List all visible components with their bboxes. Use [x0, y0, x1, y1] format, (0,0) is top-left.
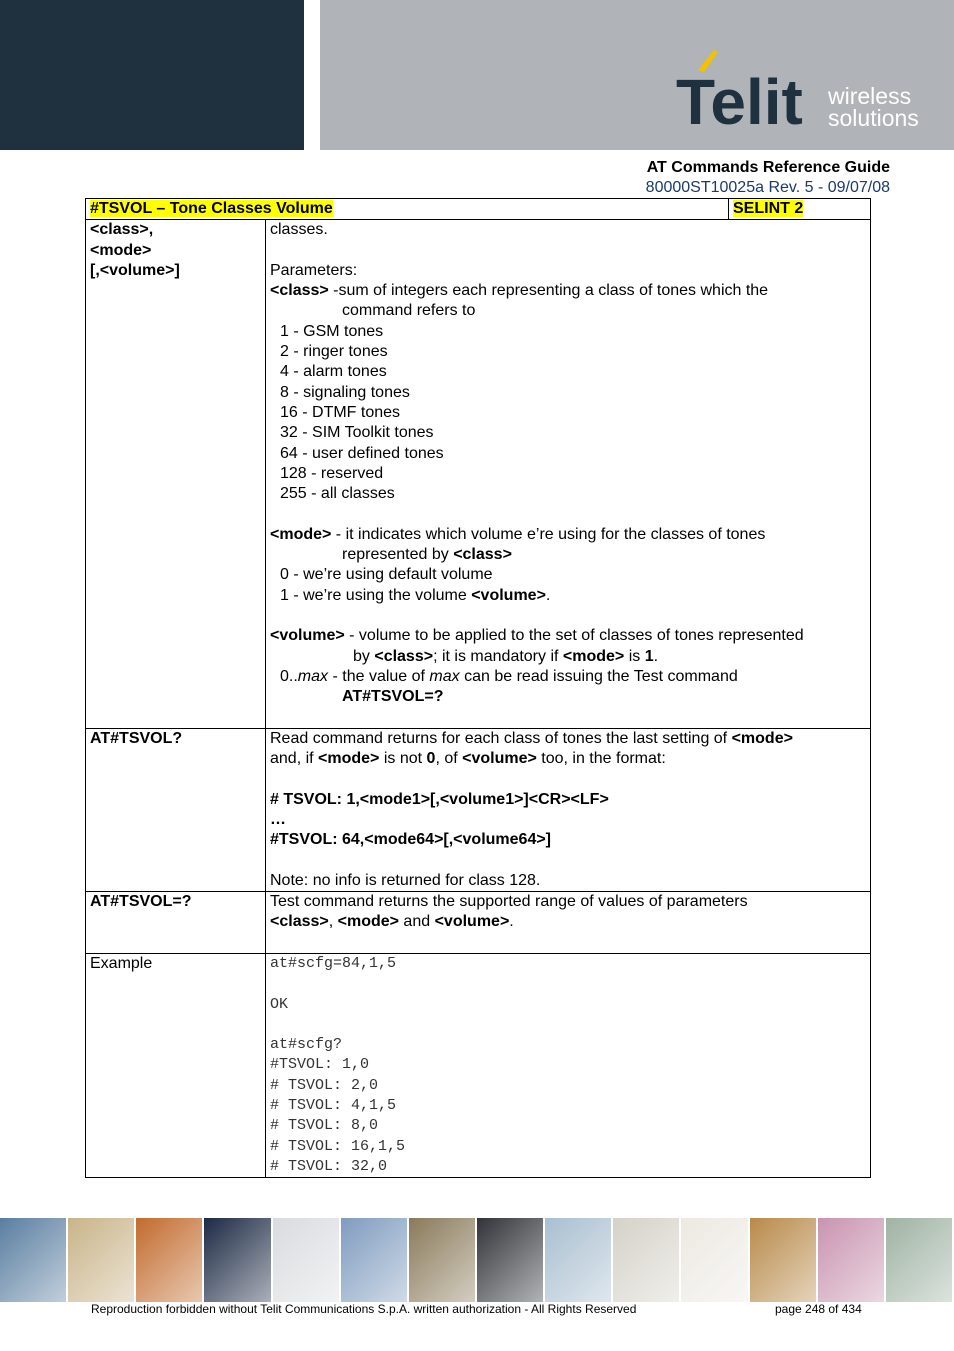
parameters-label: Parameters: [270, 261, 358, 279]
class-value: 255 - all classes [280, 485, 395, 503]
command-table [85, 198, 871, 1178]
param-mode: <mode> [90, 241, 152, 259]
selint-cell [729, 199, 871, 220]
class-value: 1 - GSM tones [280, 322, 384, 340]
code-line: #TSVOL: 1,0 [270, 1056, 370, 1074]
example-label: Example [86, 953, 266, 1177]
test-cmd-name: AT#TSVOL=? [86, 892, 266, 954]
example-code [266, 953, 871, 1177]
code-line: # TSVOL: 2,0 [270, 1076, 379, 1094]
classes-word: classes. [270, 221, 328, 239]
set-cmd-description: classes. Parameters: <class> -sum of integers each representing a class of tones which the command refers to 1 - GSM tones 2 - ringer tones 4 - alarm tones 8 - signaling tones 16 - DTMF tones 32 - SIM Toolkit tones 64 - user defined tones 128 - reserved 255 - all classes <mode> - it indicates which volume e’re using for the classes of tones represented by <class> 0 - we’re using default volume 1 - we’re using the volume <volume>. <volume> - volume to be applied to the set of classes of tones represented by <class>; it is mandatory if <mode> is 1. 0..max - the value of max can be read issuing the Test command AT#TSVOL=? [266, 220, 871, 728]
table-title: #TSVOL – Tone Classes Volume [90, 200, 333, 217]
footer-notice: Reproduction forbidden without Telit Communications S.p.A. written authorization - All Rights Reserved [91, 1302, 637, 1316]
selint-label: SELINT 2 [733, 200, 804, 217]
class-value: 4 - alarm tones [280, 363, 387, 381]
photo-tile [681, 1218, 749, 1302]
page-number: page 248 of 434 [775, 1302, 862, 1316]
photo-tile [613, 1218, 681, 1302]
photo-tile [818, 1218, 886, 1302]
photo-tile [750, 1218, 818, 1302]
class-value: 128 - reserved [280, 464, 384, 482]
photo-tile [68, 1218, 136, 1302]
photo-tile [409, 1218, 477, 1302]
photo-tile [477, 1218, 545, 1302]
logo-brand-text: Telit [676, 66, 803, 132]
code-line [270, 974, 866, 994]
telit-logo [676, 48, 936, 132]
code-line: # TSVOL: 8,0 [270, 1117, 379, 1135]
table-row-example [86, 953, 871, 1177]
photo-tile [886, 1218, 954, 1302]
read-cmd-description: Read command returns for each class of tones the last setting of <mode> and, if <mode> is not 0, of <volume> too, in the format: # TSVOL: 1,<mode1>[,<volume1>]<CR><LF> … #TSVOL: 64,<mode64>[,<volume64>] Note: no info is returned for class 128. [266, 728, 871, 891]
read-format-ellipsis: … [270, 810, 286, 828]
header-dark-panel [0, 0, 304, 150]
table-title-row [86, 199, 871, 220]
class-value: 16 - DTMF tones [280, 403, 401, 421]
param-volume: [,<volume>] [90, 261, 180, 279]
code-line: # TSVOL: 32,0 [270, 1157, 388, 1175]
class-value: 64 - user defined tones [280, 444, 444, 462]
code-line [270, 1015, 866, 1035]
class-value: 8 - signaling tones [280, 383, 410, 401]
read-note: Note: no info is returned for class 128. [270, 871, 541, 889]
test-cmd-description: Test command returns the supported range of values of parameters <class>, <mode> and <volume>. [266, 892, 871, 954]
param-class: <class>, [90, 221, 154, 239]
photo-tile [545, 1218, 613, 1302]
doc-revision: 80000ST10025a Rev. 5 - 09/07/08 [645, 179, 890, 196]
table-row-test [86, 892, 871, 954]
photo-tile [273, 1218, 341, 1302]
logo-tagline-1: wireless [828, 83, 912, 109]
volume-range: 0..max - the value of max can be read issuing the Test command [280, 667, 738, 685]
logo-tagline-2: solutions [828, 105, 919, 131]
table-row-set [86, 220, 871, 728]
footer-photo-strip [0, 1218, 954, 1302]
photo-tile [341, 1218, 409, 1302]
class-value: 32 - SIM Toolkit tones [280, 424, 434, 442]
volume-range-cmd: AT#TSVOL=? [342, 688, 444, 706]
mode-value: 0 - we’re using default volume [280, 566, 493, 584]
photo-tile [0, 1218, 68, 1302]
read-format-line: # TSVOL: 1,<mode1>[,<volume1>]<CR><LF> [270, 790, 609, 808]
mode-param-name: <mode> [270, 525, 332, 543]
doc-title: AT Commands Reference Guide [646, 159, 890, 176]
photo-tile [136, 1218, 204, 1302]
photo-tile [204, 1218, 272, 1302]
read-cmd-name: AT#TSVOL? [86, 728, 266, 891]
class-value: 2 - ringer tones [280, 343, 388, 361]
table-row-read [86, 728, 871, 891]
class-param-name: <class> [270, 282, 329, 300]
table-title-cell [86, 199, 729, 220]
code-line: # TSVOL: 4,1,5 [270, 1097, 397, 1115]
code-line: at#scfg=84,1,5 [270, 954, 397, 972]
code-line: OK [270, 995, 289, 1013]
volume-param-name: <volume> [270, 627, 345, 645]
mode-value: 1 - we’re using the volume <volume>. [280, 586, 551, 604]
read-format-line: #TSVOL: 64,<mode64>[,<volume64>] [270, 831, 552, 849]
set-cmd-params [86, 220, 266, 728]
code-line: at#scfg? [270, 1036, 343, 1054]
code-line: # TSVOL: 16,1,5 [270, 1137, 406, 1155]
